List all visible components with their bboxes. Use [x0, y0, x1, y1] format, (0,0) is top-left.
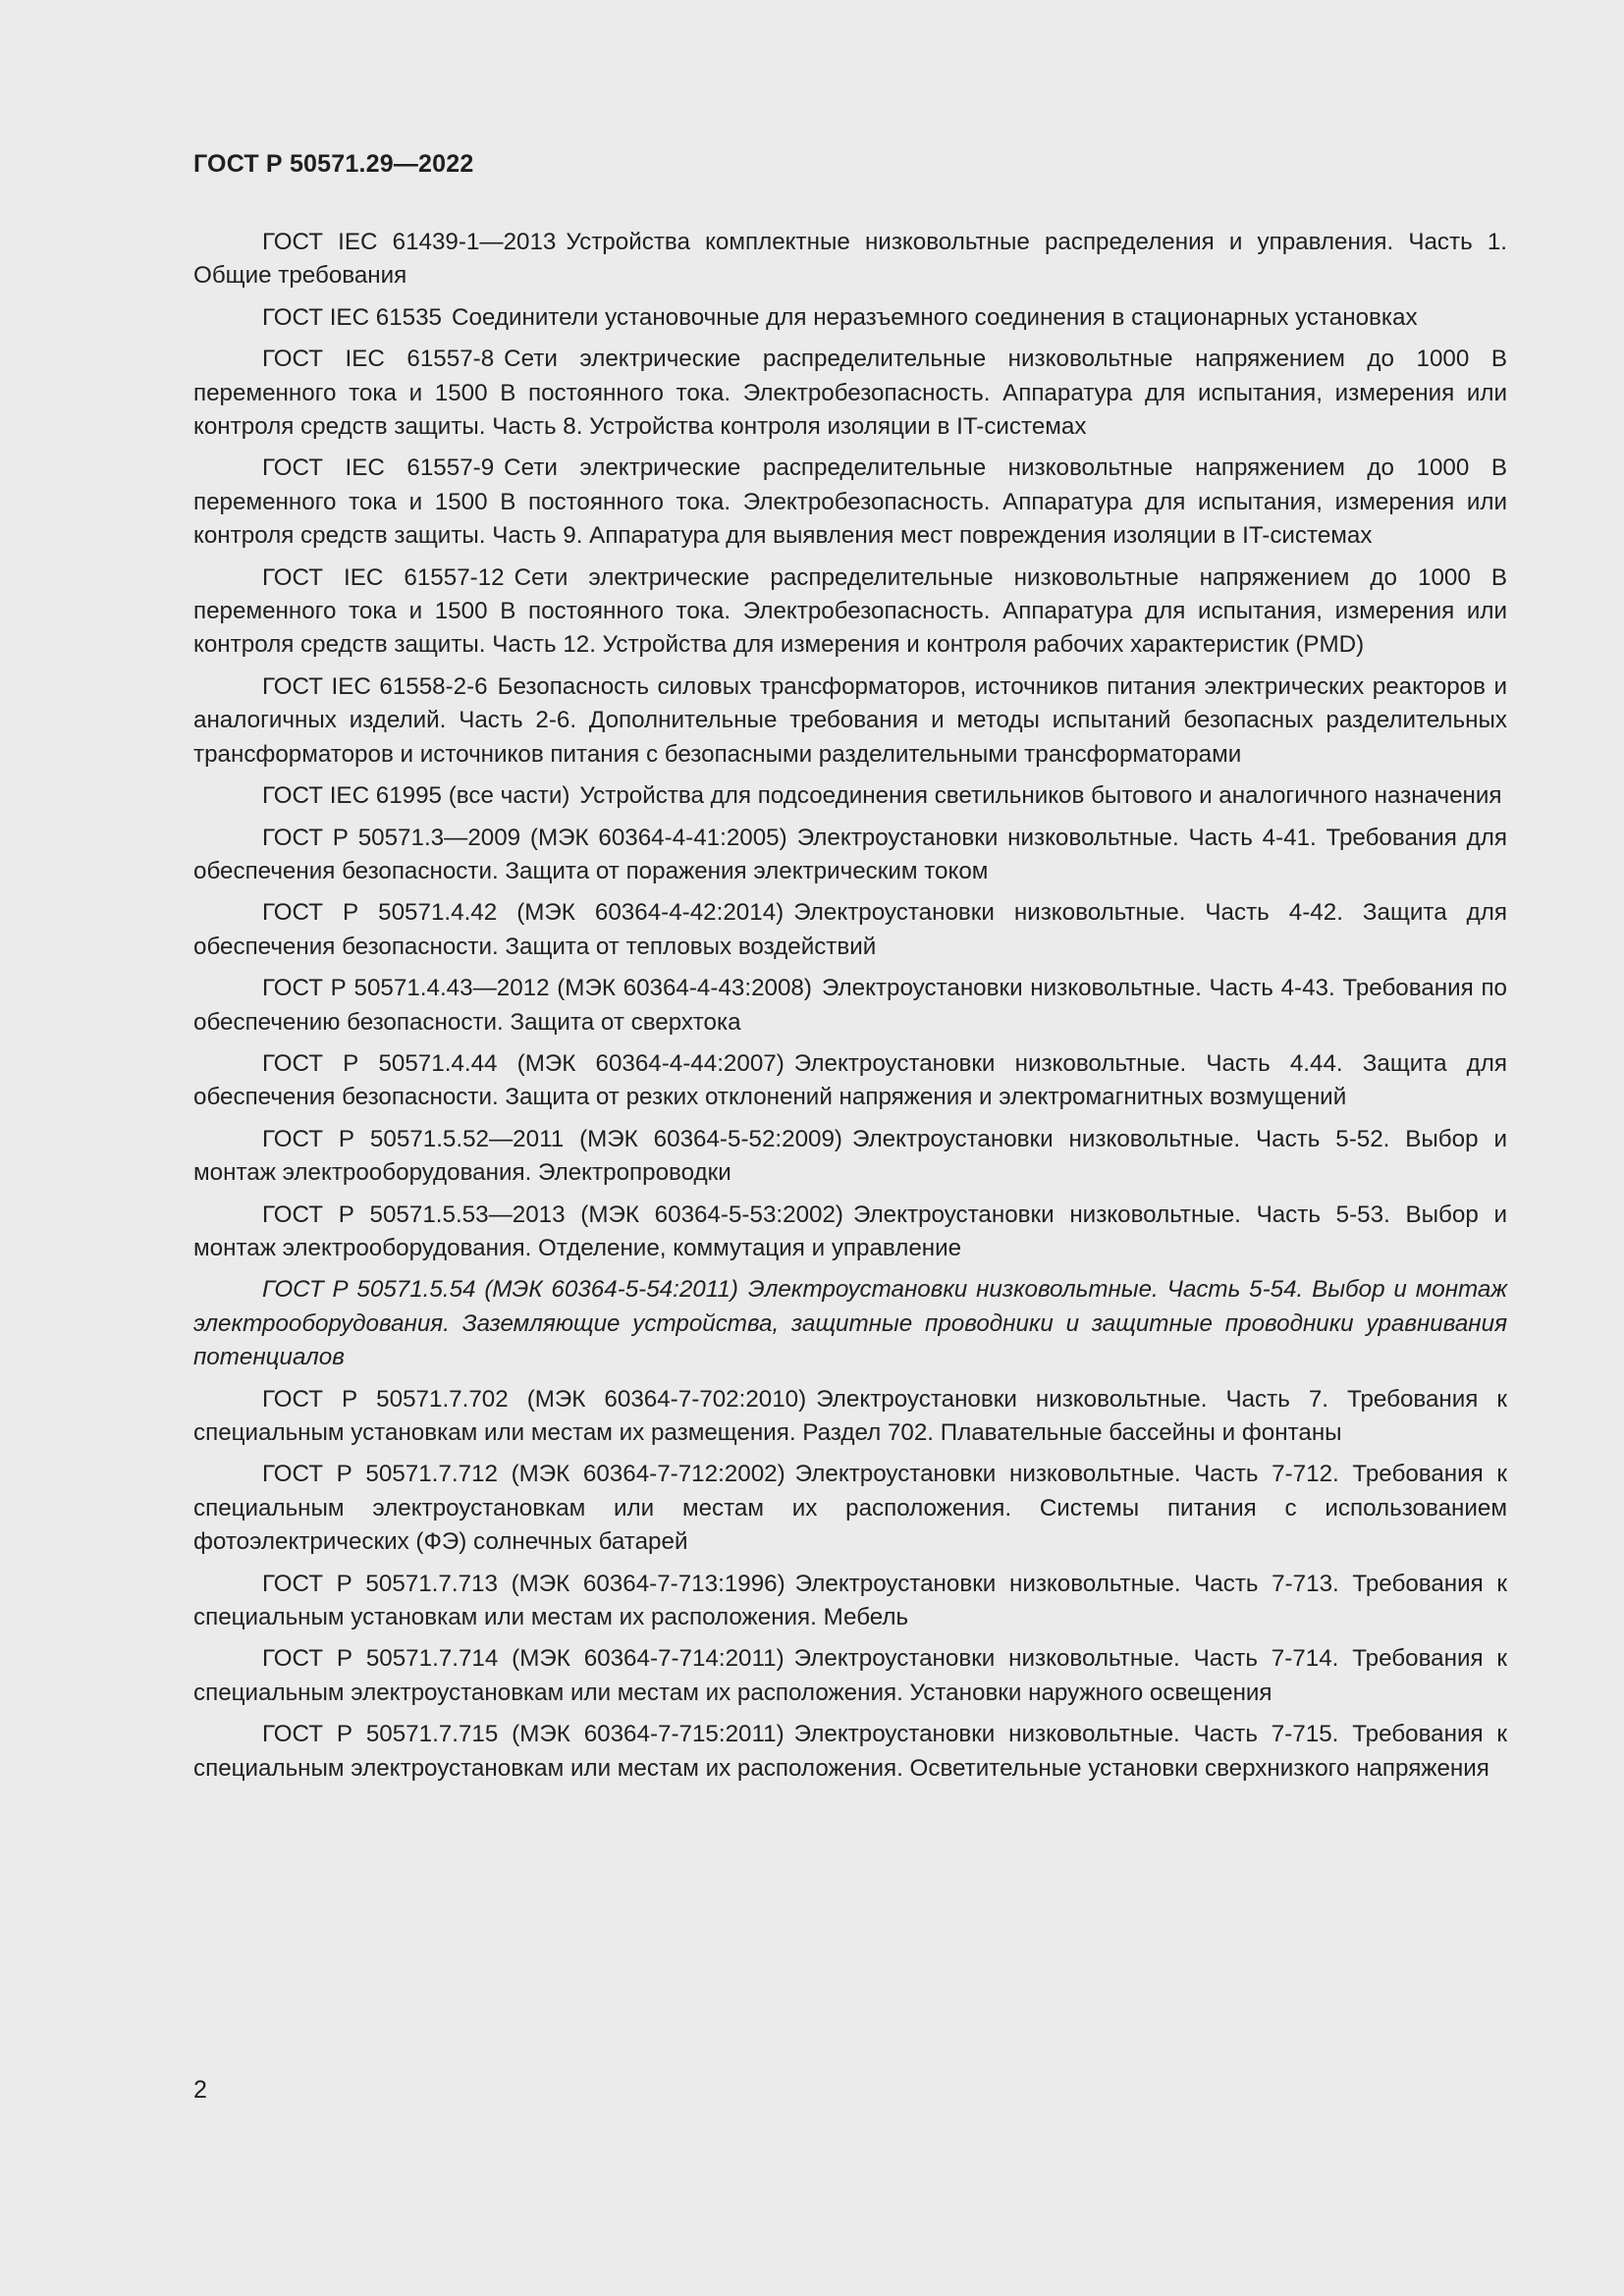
reference-code: ГОСТ Р 50571.7.714 (МЭК 60364-7-714:2011)	[262, 1645, 785, 1673]
reference-entry	[193, 1458, 1507, 1559]
reference-title: Электроустановки низковольтные. Часть 7-712. Требования к специальным электроустановкам или местам их расположения. Системы питания с использованием фотоэлектрических (ФЭ) солнечных батарей	[193, 1461, 1507, 1556]
reference-code: ГОСТ Р 50571.4.44 (МЭК 60364-4-44:2007)	[262, 1049, 785, 1077]
reference-code: ГОСТ Р 50571.4.42 (МЭК 60364-4-42:2014)	[262, 899, 785, 927]
reference-entry	[193, 779, 1507, 813]
reference-title: Электроустановки низковольтные. Часть 7-714. Требования к специальным электроустановкам или местам их расположения. Установки наружного освещения	[193, 1645, 1507, 1706]
reference-entry	[193, 226, 1507, 294]
reference-code: ГОСТ Р 50571.3—2009 (МЭК 60364-4-41:2005)	[262, 824, 787, 851]
reference-title: Электроустановки низковольтные. Часть 7. Требования к специальным установкам или местам их размещения. Раздел 702. Плавательные бассейны и фонтаны	[193, 1385, 1507, 1446]
reference-entry	[193, 896, 1507, 964]
reference-entry	[193, 1642, 1507, 1710]
reference-entry	[193, 343, 1507, 444]
reference-code: ГОСТ Р 50571.5.54 (МЭК 60364-5-54:2011)	[262, 1276, 738, 1304]
reference-entry	[193, 1123, 1507, 1191]
reference-title: Сети электрические распределительные низковольтные напряжением до 1000 В переменного тока и 1500 В постоянного тока. Электробезопасность. Аппаратура для испытания, измерения или контроля средств защиты. Часть 8. Устройства контроля изоляции в IT-системах	[193, 346, 1507, 441]
reference-code: ГОСТ Р 50571.5.52—2011 (МЭК 60364-5-52:2009)	[262, 1125, 842, 1152]
reference-title: Электроустановки низковольтные. Часть 7-715. Требования к специальным электроустановкам или местам их расположения. Осветительные установки сверхнизкого напряжения	[193, 1721, 1507, 1782]
reference-title: Сети электрические распределительные низковольтные напряжением до 1000 В переменного тока и 1500 В постоянного тока. Электробезопасность. Аппаратура для испытания, измерения или контроля средств защиты. Часть 9. Аппаратура для выявления мест повреждения изоляции в IT-системах	[193, 454, 1507, 550]
reference-title: Безопасность силовых трансформаторов, источников питания электрических реакторов и аналогичных изделий. Часть 2-6. Дополнительные требования и методы испытаний безопасных разделительных трансформаторов и источников питания с безопасными разделительными трансформаторами	[193, 672, 1507, 768]
reference-title: Электроустановки низковольтные. Часть 7-713. Требования к специальным установкам или местам их расположения. Мебель	[193, 1570, 1507, 1631]
reference-entry	[193, 452, 1507, 553]
reference-code: ГОСТ IEC 61557-8	[262, 346, 495, 373]
reference-entry	[193, 1199, 1507, 1266]
reference-code: ГОСТ Р 50571.7.702 (МЭК 60364-7-702:2010)	[262, 1385, 807, 1413]
reference-entry	[193, 1718, 1507, 1786]
reference-code: ГОСТ IEC 61558-2-6	[262, 672, 488, 700]
reference-title: Соединители установочные для неразъемного соединения в стационарных установках	[452, 303, 1418, 331]
reference-title: Электроустановки низковольтные. Часть 5-52. Выбор и монтаж электрооборудования. Электропроводки	[193, 1125, 1507, 1187]
reference-title: Электроустановки низковольтные. Часть 4-42. Защита для обеспечения безопасности. Защита от тепловых воздействий	[193, 899, 1507, 960]
reference-title: Устройства комплектные низковольтные распределения и управления. Часть 1. Общие требования	[193, 229, 1508, 290]
reference-title: Электроустановки низковольтные. Часть 4.44. Защита для обеспечения безопасности. Защита от резких отклонений напряжения и электромагнитных возмущений	[193, 1049, 1507, 1111]
reference-code: ГОСТ Р 50571.5.53—2013 (МЭК 60364-5-53:2002)	[262, 1201, 843, 1228]
reference-code: ГОСТ IEC 61535	[262, 303, 443, 331]
reference-code: ГОСТ IEC 61439-1—2013	[262, 229, 557, 255]
reference-entry	[193, 1273, 1507, 1374]
reference-title: Электроустановки низковольтные. Часть 4-41. Требования для обеспечения безопасности. Защита от поражения электрическим током	[193, 824, 1507, 884]
reference-code: ГОСТ Р 50571.7.713 (МЭК 60364-7-713:1996)	[262, 1570, 785, 1597]
normative-references-list	[193, 226, 1507, 1793]
reference-title: Электроустановки низковольтные. Часть 5-53. Выбор и монтаж электрооборудования. Отделение, коммутация и управление	[193, 1201, 1507, 1261]
reference-entry	[193, 1568, 1507, 1635]
reference-entry	[193, 972, 1507, 1040]
reference-entry	[193, 670, 1507, 772]
reference-entry	[193, 1383, 1507, 1451]
reference-code: ГОСТ IEC 61557-12	[262, 563, 505, 591]
reference-code: ГОСТ IEC 61995 (все части)	[262, 782, 570, 810]
reference-entry	[193, 1047, 1507, 1115]
reference-title: Электроустановки низковольтные. Часть 4-43. Требования по обеспечению безопасности. Защита от сверхтока	[193, 975, 1507, 1036]
reference-title: Устройства для подсоединения светильников бытового и аналогичного назначения	[579, 782, 1502, 810]
reference-title: Сети электрические распределительные низковольтные напряжением до 1000 В переменного тока и 1500 В постоянного тока. Электробезопасность. Аппаратура для испытания, измерения или контроля средств защиты. Часть 12. Устройства для измерения и контроля рабочих характеристик (PMD)	[193, 563, 1507, 659]
reference-entry	[193, 822, 1507, 889]
reference-code: ГОСТ Р 50571.7.712 (МЭК 60364-7-712:2002)	[262, 1461, 785, 1488]
reference-title: Электроустановки низковольтные. Часть 5-54. Выбор и монтаж электрооборудования. Заземляющие устройства, защитные проводники и защитные проводники уравнивания потенциалов	[193, 1276, 1508, 1371]
reference-entry	[193, 561, 1507, 663]
reference-entry	[193, 301, 1507, 335]
document-header: ГОСТ Р 50571.29—2022	[193, 150, 474, 178]
reference-code: ГОСТ Р 50571.7.715 (МЭК 60364-7-715:2011)	[262, 1721, 785, 1748]
page-number: 2	[193, 2076, 207, 2104]
reference-code: ГОСТ Р 50571.4.43—2012 (МЭК 60364-4-43:2008)	[262, 975, 812, 1002]
reference-code: ГОСТ IEC 61557-9	[262, 454, 495, 482]
